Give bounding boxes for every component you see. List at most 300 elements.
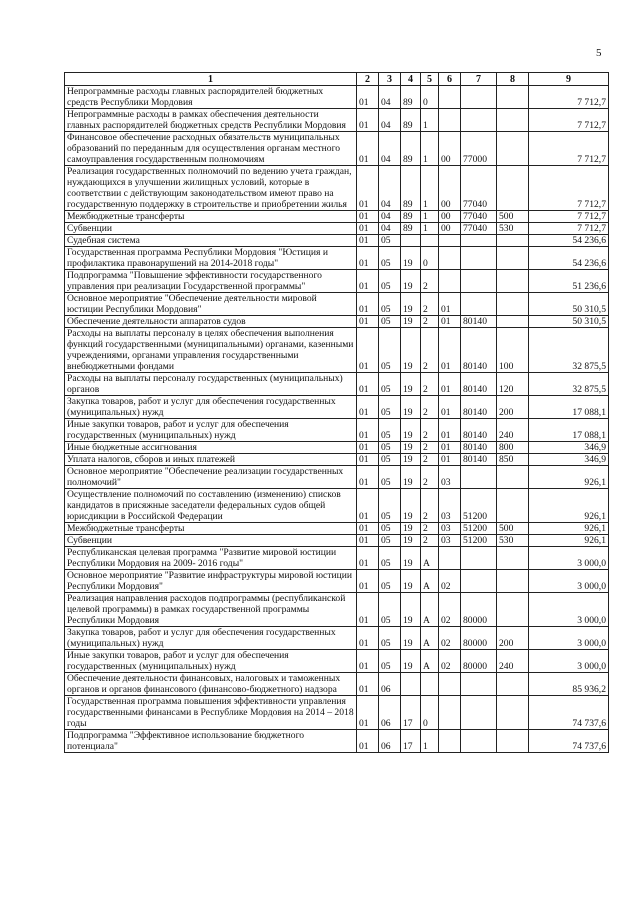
row-amount: 32 875,5	[529, 328, 609, 373]
code-section: 01	[357, 109, 379, 132]
code-section: 01	[357, 247, 379, 270]
table-row	[65, 270, 609, 293]
code-subprogram: 2	[421, 396, 439, 419]
code-expense-type: 800	[497, 442, 529, 454]
code-subprogram: 2	[421, 419, 439, 442]
row-name: Непрограммные расходы в рамках обеспечения деятельности главных распорядителей бюджетных средств Республики Мордовия	[65, 109, 357, 132]
code-program: 19	[401, 627, 421, 650]
row-amount: 7 712,7	[529, 109, 609, 132]
row-amount: 7 712,7	[529, 211, 609, 223]
table-row	[65, 442, 609, 454]
table-row	[65, 535, 609, 547]
code-section: 01	[357, 454, 379, 466]
code-section: 01	[357, 235, 379, 247]
row-amount: 7 712,7	[529, 86, 609, 109]
row-amount: 926,1	[529, 535, 609, 547]
code-expense-type	[497, 247, 529, 270]
code-direction	[461, 247, 497, 270]
row-amount: 3 000,0	[529, 627, 609, 650]
table-row	[65, 328, 609, 373]
code-section: 01	[357, 650, 379, 673]
code-section: 01	[357, 696, 379, 730]
code-expense-type	[497, 489, 529, 523]
budget-table	[64, 72, 609, 753]
code-subprogram: 1	[421, 132, 439, 166]
row-amount: 346,9	[529, 454, 609, 466]
code-section: 01	[357, 627, 379, 650]
code-direction: 51200	[461, 523, 497, 535]
code-direction: 80140	[461, 454, 497, 466]
code-program: 19	[401, 547, 421, 570]
code-expense-type: 850	[497, 454, 529, 466]
code-program: 19	[401, 523, 421, 535]
code-section: 01	[357, 419, 379, 442]
code-activity: 03	[439, 489, 461, 523]
row-name: Финансовое обеспечение расходных обязательств муниципальных образований по переданным для осуществления органам местного самоуправления государственным полномочиям	[65, 132, 357, 166]
table-row	[65, 211, 609, 223]
code-expense-type	[497, 166, 529, 211]
code-subprogram: А	[421, 593, 439, 627]
code-section: 01	[357, 547, 379, 570]
code-program: 19	[401, 247, 421, 270]
code-expense-type	[497, 109, 529, 132]
code-subsection: 04	[379, 132, 401, 166]
code-program: 89	[401, 166, 421, 211]
code-program: 19	[401, 419, 421, 442]
code-direction: 80000	[461, 593, 497, 627]
row-amount: 926,1	[529, 466, 609, 489]
code-program: 89	[401, 132, 421, 166]
code-section: 01	[357, 442, 379, 454]
row-amount: 3 000,0	[529, 547, 609, 570]
code-activity: 03	[439, 523, 461, 535]
row-name: Субвенции	[65, 223, 357, 235]
table-row	[65, 523, 609, 535]
row-name: Основное мероприятие "Обеспечение деятельности мировой юстиции Республики Мордовия"	[65, 293, 357, 316]
row-amount: 51 236,6	[529, 270, 609, 293]
code-activity: 01	[439, 454, 461, 466]
row-name: Реализация государственных полномочий по ведению учета граждан, нуждающихся в улучшении жилищных условий, которые в соответствии с действующим законодательством имеют право на государственную поддержку в строительстве и приобретении жилья	[65, 166, 357, 211]
row-amount: 7 712,7	[529, 223, 609, 235]
code-section: 01	[357, 466, 379, 489]
row-amount: 54 236,6	[529, 235, 609, 247]
code-activity: 02	[439, 627, 461, 650]
code-program: 17	[401, 696, 421, 730]
code-subsection: 05	[379, 442, 401, 454]
row-name: Государственная программа Республики Мордовия "Юстиция и профилактика правонарушений на 2014-2018 годы"	[65, 247, 357, 270]
table-row	[65, 132, 609, 166]
code-expense-type	[497, 730, 529, 753]
table-row	[65, 86, 609, 109]
code-activity: 00	[439, 211, 461, 223]
code-section: 01	[357, 570, 379, 593]
code-activity	[439, 235, 461, 247]
code-activity	[439, 696, 461, 730]
code-section: 01	[357, 211, 379, 223]
page-number: 5	[596, 47, 602, 59]
code-expense-type	[497, 466, 529, 489]
code-direction	[461, 466, 497, 489]
header-row	[65, 73, 609, 86]
code-subsection: 05	[379, 316, 401, 328]
code-activity: 01	[439, 293, 461, 316]
code-section: 01	[357, 396, 379, 419]
code-direction	[461, 570, 497, 593]
code-program: 19	[401, 442, 421, 454]
row-name: Подпрограмма "Эффективное использование бюджетного потенциала"	[65, 730, 357, 753]
row-amount: 17 088,1	[529, 396, 609, 419]
code-subsection: 05	[379, 466, 401, 489]
code-program: 89	[401, 86, 421, 109]
code-expense-type	[497, 316, 529, 328]
code-direction	[461, 547, 497, 570]
code-activity	[439, 270, 461, 293]
table-row	[65, 489, 609, 523]
code-subsection: 05	[379, 627, 401, 650]
code-expense-type: 530	[497, 535, 529, 547]
table-row	[65, 650, 609, 673]
row-name: Непрограммные расходы главных распорядителей бюджетных средств Республики Мордовия	[65, 86, 357, 109]
code-subsection: 05	[379, 247, 401, 270]
code-expense-type: 240	[497, 650, 529, 673]
code-subsection: 05	[379, 570, 401, 593]
row-name: Реализация направления расходов подпрограммы (республиканской целевой программы) в рамках государственной программы Республики Мордовия	[65, 593, 357, 627]
table-row	[65, 293, 609, 316]
code-subprogram: А	[421, 570, 439, 593]
table-row	[65, 570, 609, 593]
code-section: 01	[357, 166, 379, 211]
column-header: 8	[497, 73, 529, 86]
row-name: Межбюджетные трансферты	[65, 211, 357, 223]
code-activity	[439, 86, 461, 109]
code-program: 89	[401, 223, 421, 235]
code-section: 01	[357, 373, 379, 396]
code-program: 19	[401, 466, 421, 489]
code-subsection: 04	[379, 211, 401, 223]
code-subprogram: 1	[421, 223, 439, 235]
code-activity	[439, 247, 461, 270]
code-expense-type: 200	[497, 627, 529, 650]
table-row	[65, 316, 609, 328]
code-expense-type	[497, 86, 529, 109]
code-activity: 02	[439, 593, 461, 627]
code-direction	[461, 235, 497, 247]
row-name: Обеспечение деятельности финансовых, налоговых и таможенных органов и органов финансового (финансово-бюджетного) надзора	[65, 673, 357, 696]
code-direction: 51200	[461, 489, 497, 523]
column-header: 1	[65, 73, 357, 86]
row-name: Основное мероприятие "Обеспечение реализации государственных полномочий"	[65, 466, 357, 489]
row-name: Расходы на выплаты персоналу государственных (муниципальных) органов	[65, 373, 357, 396]
code-activity: 02	[439, 570, 461, 593]
code-subprogram: 2	[421, 270, 439, 293]
code-direction	[461, 86, 497, 109]
code-subprogram	[421, 235, 439, 247]
code-direction: 80140	[461, 373, 497, 396]
code-program: 19	[401, 270, 421, 293]
code-program: 19	[401, 650, 421, 673]
row-amount: 3 000,0	[529, 593, 609, 627]
code-subsection: 04	[379, 166, 401, 211]
row-name: Субвенции	[65, 535, 357, 547]
row-amount: 3 000,0	[529, 570, 609, 593]
table-row	[65, 466, 609, 489]
row-amount: 346,9	[529, 442, 609, 454]
code-expense-type: 500	[497, 211, 529, 223]
code-section: 01	[357, 535, 379, 547]
code-program: 19	[401, 293, 421, 316]
row-name: Закупка товаров, работ и услуг для обеспечения государственных (муниципальных) нужд	[65, 627, 357, 650]
row-name: Уплата налогов, сборов и иных платежей	[65, 454, 357, 466]
column-header: 5	[421, 73, 439, 86]
code-subprogram: 2	[421, 442, 439, 454]
code-activity: 00	[439, 223, 461, 235]
code-subsection: 05	[379, 270, 401, 293]
code-subsection: 05	[379, 328, 401, 373]
code-subprogram: 0	[421, 247, 439, 270]
column-header: 2	[357, 73, 379, 86]
code-expense-type: 100	[497, 328, 529, 373]
table-row	[65, 419, 609, 442]
code-section: 01	[357, 316, 379, 328]
code-program: 89	[401, 109, 421, 132]
code-activity: 01	[439, 419, 461, 442]
code-subsection: 04	[379, 223, 401, 235]
code-subprogram: 2	[421, 466, 439, 489]
code-subsection: 05	[379, 523, 401, 535]
table-row	[65, 373, 609, 396]
code-section: 01	[357, 86, 379, 109]
row-amount: 50 310,5	[529, 316, 609, 328]
code-subsection: 05	[379, 489, 401, 523]
code-activity: 01	[439, 442, 461, 454]
code-subprogram: 0	[421, 696, 439, 730]
code-expense-type	[497, 696, 529, 730]
row-amount: 50 310,5	[529, 293, 609, 316]
code-expense-type	[497, 235, 529, 247]
code-direction: 77000	[461, 132, 497, 166]
code-subprogram: А	[421, 627, 439, 650]
row-amount: 74 737,6	[529, 696, 609, 730]
table-row	[65, 696, 609, 730]
code-expense-type: 530	[497, 223, 529, 235]
code-direction: 80000	[461, 650, 497, 673]
code-subsection: 06	[379, 673, 401, 696]
table-row	[65, 454, 609, 466]
column-header: 7	[461, 73, 497, 86]
row-amount: 926,1	[529, 523, 609, 535]
row-amount: 926,1	[529, 489, 609, 523]
code-activity	[439, 673, 461, 696]
row-name: Республиканская целевая программа "Развитие мировой юстиции Республики Мордовия на 2009- 2016 годы"	[65, 547, 357, 570]
row-amount: 74 737,6	[529, 730, 609, 753]
code-program: 19	[401, 535, 421, 547]
code-subprogram: 2	[421, 293, 439, 316]
row-name: Государственная программа повышения эффективности управления государственными финансами в Республике Мордовия на 2014 – 2018 годы	[65, 696, 357, 730]
code-program: 19	[401, 328, 421, 373]
code-direction: 80000	[461, 627, 497, 650]
code-subprogram: 2	[421, 535, 439, 547]
code-expense-type	[497, 132, 529, 166]
code-subprogram: 2	[421, 373, 439, 396]
table-row	[65, 235, 609, 247]
column-header: 4	[401, 73, 421, 86]
row-name: Иные бюджетные ассигнования	[65, 442, 357, 454]
column-header: 3	[379, 73, 401, 86]
code-direction: 77040	[461, 223, 497, 235]
row-amount: 3 000,0	[529, 650, 609, 673]
code-activity: 02	[439, 650, 461, 673]
code-program: 19	[401, 489, 421, 523]
row-name: Осуществление полномочий по составлению (изменению) списков кандидатов в присяжные заседатели федеральных судов общей юрисдикции в Российской Федерации	[65, 489, 357, 523]
row-name: Расходы на выплаты персоналу в целях обеспечения выполнения функций государственными (муниципальными) органами, казенными учреждениями, органами управления государственными внебюджетными фондами	[65, 328, 357, 373]
code-program: 19	[401, 396, 421, 419]
code-section: 01	[357, 593, 379, 627]
code-section: 01	[357, 489, 379, 523]
code-section: 01	[357, 270, 379, 293]
code-program: 19	[401, 373, 421, 396]
code-direction: 77040	[461, 166, 497, 211]
row-name: Обеспечение деятельности аппаратов судов	[65, 316, 357, 328]
row-name: Судебная система	[65, 235, 357, 247]
table-row	[65, 593, 609, 627]
code-activity: 00	[439, 166, 461, 211]
row-amount: 7 712,7	[529, 132, 609, 166]
code-direction: 80140	[461, 396, 497, 419]
code-activity	[439, 547, 461, 570]
code-subprogram: 2	[421, 489, 439, 523]
code-expense-type	[497, 593, 529, 627]
table-row	[65, 627, 609, 650]
table-row	[65, 166, 609, 211]
code-program: 89	[401, 211, 421, 223]
code-subprogram: А	[421, 650, 439, 673]
table-row	[65, 396, 609, 419]
code-expense-type	[497, 270, 529, 293]
code-program: 17	[401, 730, 421, 753]
code-subprogram: 2	[421, 523, 439, 535]
code-subprogram: 2	[421, 328, 439, 373]
code-subsection: 05	[379, 235, 401, 247]
code-subsection: 06	[379, 696, 401, 730]
row-amount: 7 712,7	[529, 166, 609, 211]
code-expense-type	[497, 547, 529, 570]
code-subprogram: 2	[421, 316, 439, 328]
code-program: 19	[401, 593, 421, 627]
code-expense-type: 200	[497, 396, 529, 419]
code-subsection: 05	[379, 396, 401, 419]
code-expense-type	[497, 293, 529, 316]
code-section: 01	[357, 328, 379, 373]
code-subsection: 05	[379, 419, 401, 442]
code-expense-type: 120	[497, 373, 529, 396]
code-activity: 03	[439, 466, 461, 489]
code-subprogram: 1	[421, 211, 439, 223]
code-program: 19	[401, 570, 421, 593]
code-section: 01	[357, 223, 379, 235]
code-subsection: 06	[379, 730, 401, 753]
code-activity: 00	[439, 132, 461, 166]
code-section: 01	[357, 673, 379, 696]
code-subsection: 05	[379, 593, 401, 627]
code-direction	[461, 673, 497, 696]
row-amount: 54 236,6	[529, 247, 609, 270]
table-row	[65, 223, 609, 235]
column-header: 9	[529, 73, 609, 86]
code-subsection: 05	[379, 650, 401, 673]
code-direction: 80140	[461, 442, 497, 454]
code-activity: 01	[439, 328, 461, 373]
code-direction: 77040	[461, 211, 497, 223]
code-subsection: 04	[379, 109, 401, 132]
code-section: 01	[357, 293, 379, 316]
code-expense-type	[497, 570, 529, 593]
row-name: Закупка товаров, работ и услуг для обеспечения государственных (муниципальных) нужд	[65, 396, 357, 419]
code-subprogram: 1	[421, 166, 439, 211]
code-activity	[439, 109, 461, 132]
code-subprogram: 2	[421, 454, 439, 466]
code-program	[401, 235, 421, 247]
code-direction	[461, 293, 497, 316]
row-name: Иные закупки товаров, работ и услуг для обеспечения государственных (муниципальных) нужд	[65, 419, 357, 442]
code-subsection: 05	[379, 373, 401, 396]
code-expense-type: 240	[497, 419, 529, 442]
code-subsection: 05	[379, 293, 401, 316]
table-row	[65, 109, 609, 132]
row-name: Межбюджетные трансферты	[65, 523, 357, 535]
table-row	[65, 730, 609, 753]
code-program: 19	[401, 454, 421, 466]
code-subsection: 05	[379, 547, 401, 570]
code-subprogram: 1	[421, 730, 439, 753]
code-subprogram: А	[421, 547, 439, 570]
code-activity: 03	[439, 535, 461, 547]
code-subsection: 05	[379, 454, 401, 466]
code-subsection: 04	[379, 86, 401, 109]
code-program	[401, 673, 421, 696]
code-section: 01	[357, 730, 379, 753]
code-subprogram	[421, 673, 439, 696]
code-section: 01	[357, 523, 379, 535]
code-subprogram: 1	[421, 109, 439, 132]
code-activity: 01	[439, 316, 461, 328]
code-direction	[461, 109, 497, 132]
row-name: Подпрограмма "Повышение эффективности государственного управления при реализации Государственной программы"	[65, 270, 357, 293]
code-subprogram: 0	[421, 86, 439, 109]
row-name: Основное мероприятие "Развитие инфраструктуры мировой юстиции Республики Мордовия"	[65, 570, 357, 593]
code-activity	[439, 730, 461, 753]
code-activity: 01	[439, 373, 461, 396]
table-row	[65, 673, 609, 696]
code-direction: 80140	[461, 328, 497, 373]
table-row	[65, 247, 609, 270]
code-section: 01	[357, 132, 379, 166]
code-direction: 51200	[461, 535, 497, 547]
code-direction	[461, 270, 497, 293]
code-activity: 01	[439, 396, 461, 419]
column-header: 6	[439, 73, 461, 86]
row-amount: 85 936,2	[529, 673, 609, 696]
code-direction	[461, 696, 497, 730]
code-direction: 80140	[461, 316, 497, 328]
row-name: Иные закупки товаров, работ и услуг для обеспечения государственных (муниципальных) нужд	[65, 650, 357, 673]
code-subsection: 05	[379, 535, 401, 547]
row-amount: 17 088,1	[529, 419, 609, 442]
row-amount: 32 875,5	[529, 373, 609, 396]
code-expense-type	[497, 673, 529, 696]
code-direction	[461, 730, 497, 753]
code-direction: 80140	[461, 419, 497, 442]
code-program: 19	[401, 316, 421, 328]
